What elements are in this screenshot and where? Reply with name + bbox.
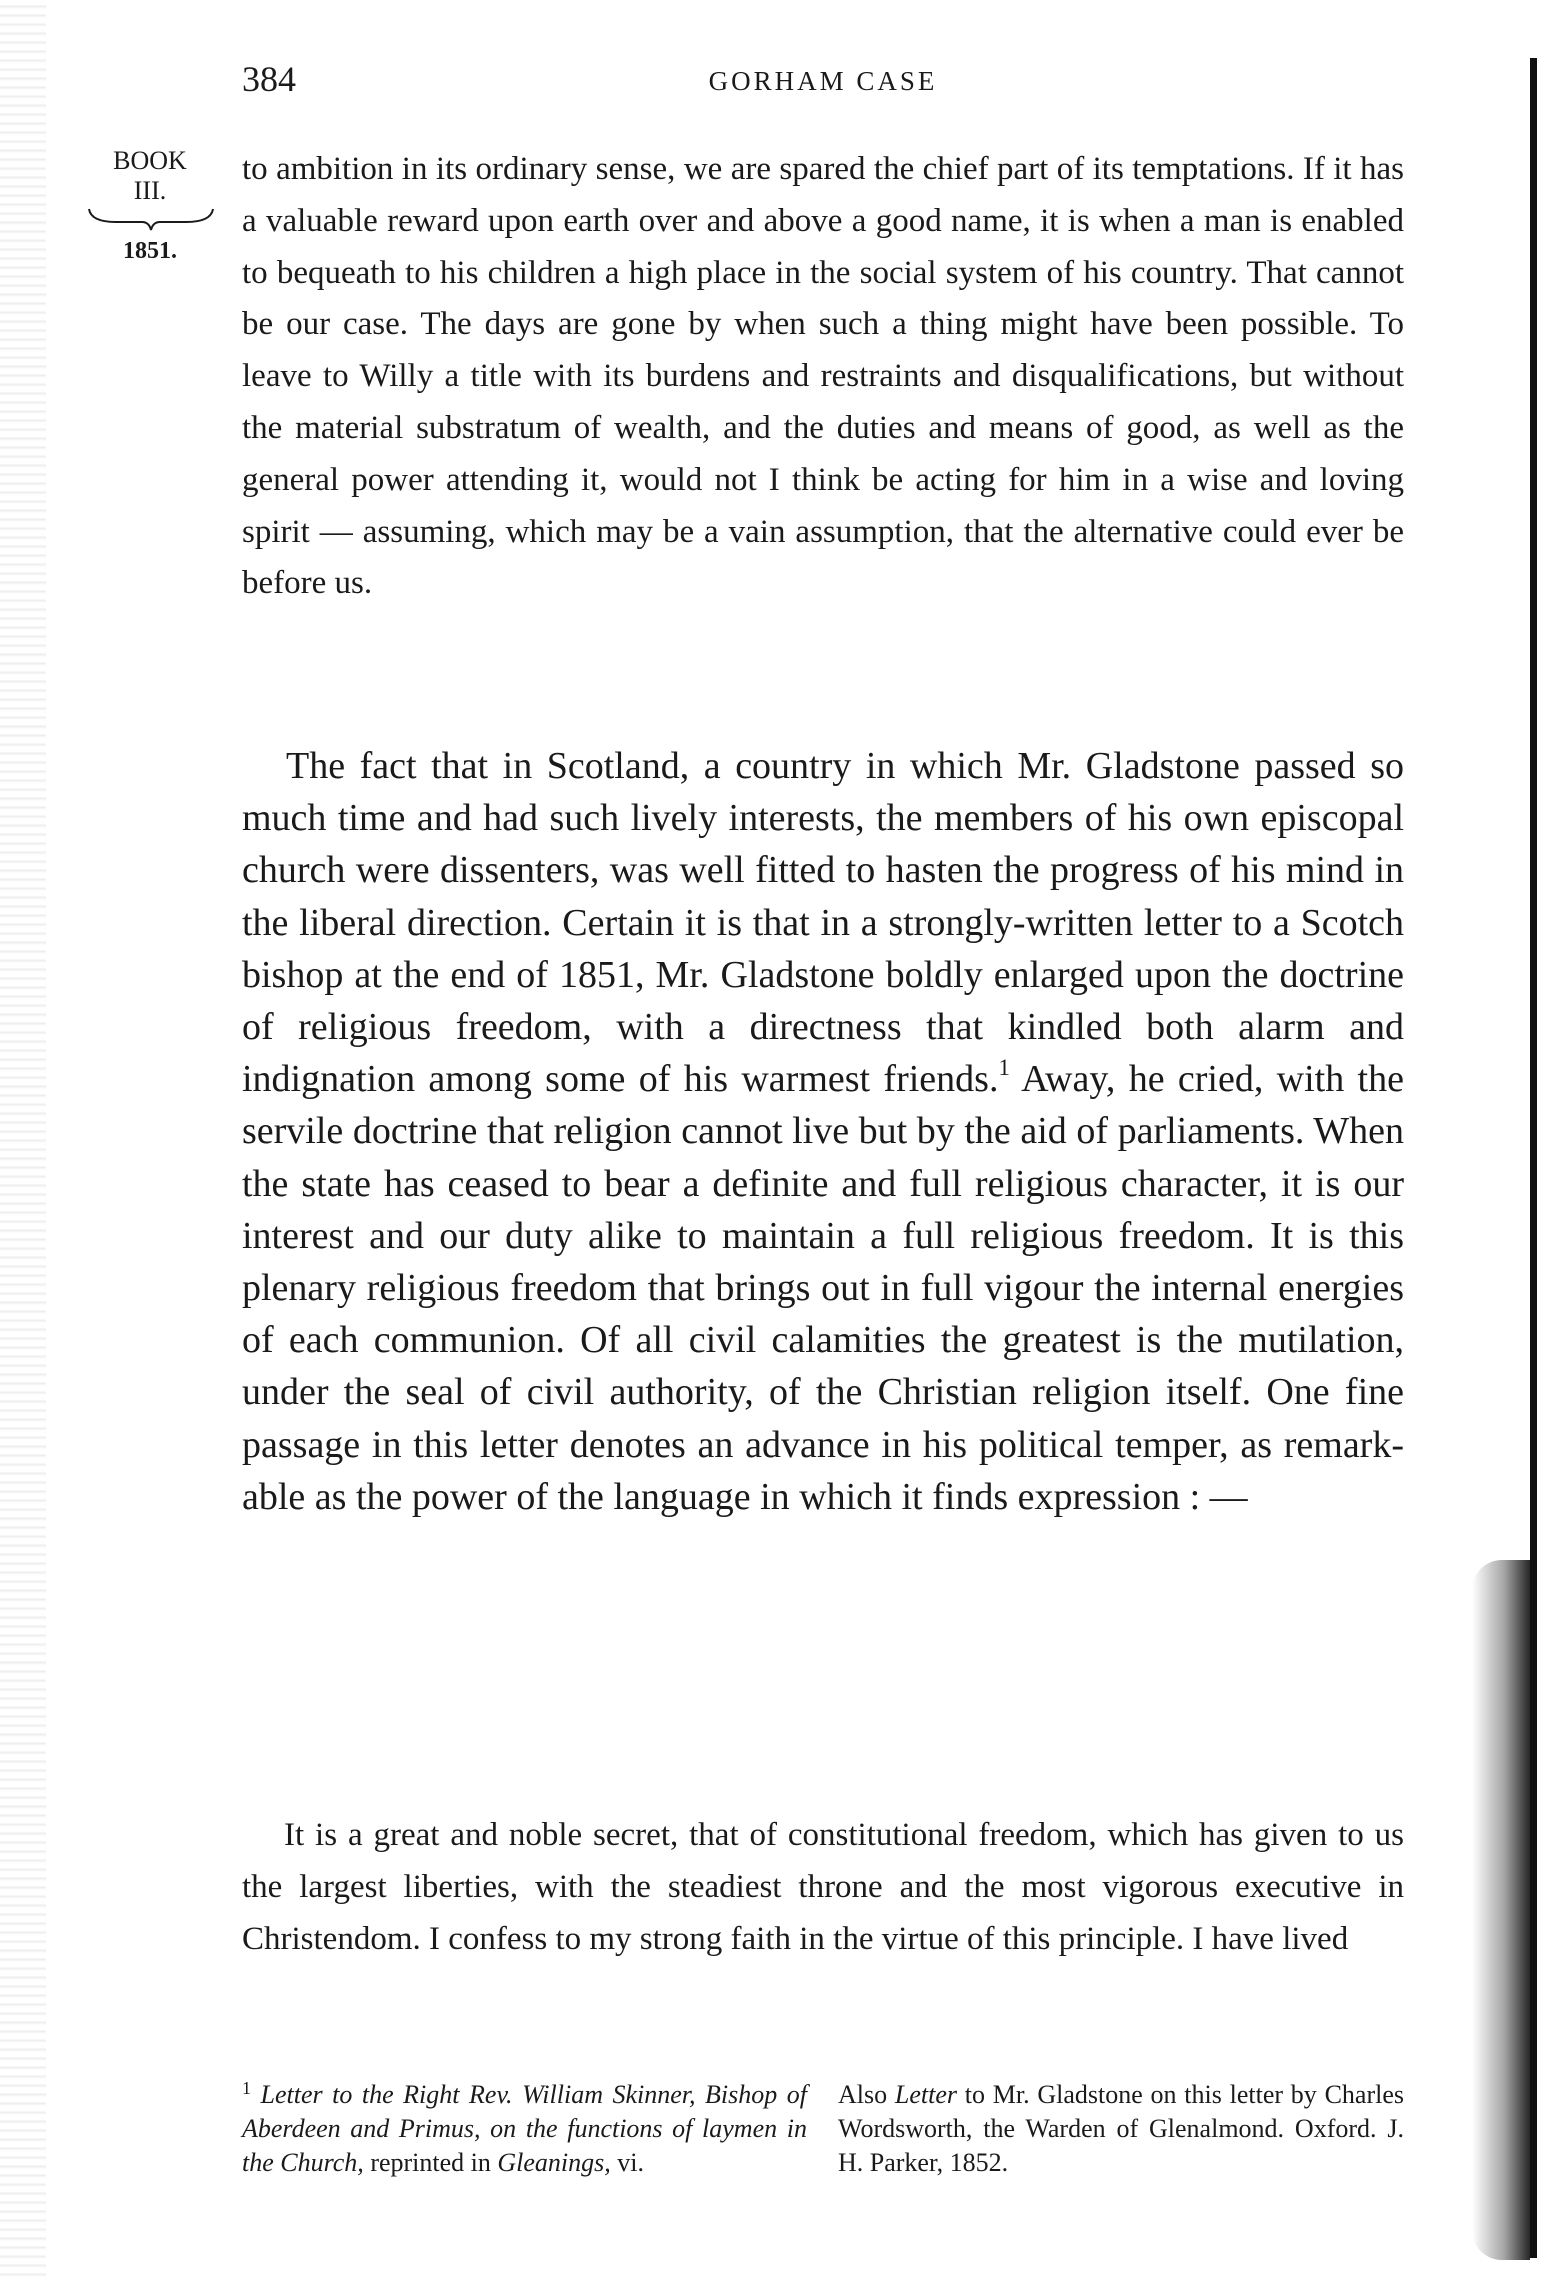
- footnote-gleanings: Gleanings,: [497, 2148, 611, 2177]
- block-quote: It is a great and noble secret, that of constitutional freedom, which has given to us the largest liberties, with the steadiest throne and the most vigorous executive in Christendom. I confess to my strong faith in the virtue of this principle. I have lived: [242, 1817, 1404, 1957]
- paragraph-scotland-text-1: The fact that in Scotland, a country in which Mr. Gladstone passed so much time and had such lively interests, the members of his own episcopal church were dissenters, was well fitted to hasten the progress of his mind in the liberal direction. Certain it is that in a strongly-written letter to a Scotch bishop at the end of 1851, Mr. Gladstone boldly enlarged upon the doctrine of religious freedom, with a directness that kindled both alarm and indignation among some of his warmest friends.: [242, 745, 1404, 1101]
- margin-book-label: BOOK: [113, 146, 187, 175]
- scanned-page-edge: [0, 0, 46, 2277]
- footnote-citation: to Mr. Gladstone on this letter by Charles Wordsworth, the Warden of Glenalmond. Oxford. J. H. Parker, 1852.: [838, 2080, 1404, 2177]
- footnote-right-column: [838, 2078, 1404, 2180]
- page-number: 384: [242, 59, 296, 99]
- footnote-reprinted: reprinted in: [363, 2148, 498, 2177]
- paragraph-letter-continuation: to ambition in its ordinary sense, we are spared the chief part of its temptations. If it has a valuable reward upon earth over and above a good name, it is when a man is enabled to bequeath to his children a high place in the social system of his country. That cannot be our case. The days are gone by when such a thing might have been possible. To leave to Willy a title with its burdens and restraints and disqualifications, but without the material substratum of wealth, and the duties and means of good, as well as the general power attending it, would not I think be acting for him in a wise and loving spirit — assuming, which may be a vain assumption, that the alternative could ever be before us.: [242, 151, 1404, 602]
- thumb-shadow: [1472, 1560, 1530, 2260]
- footnote-volume: vi.: [610, 2148, 645, 2177]
- margin-book-number: III.: [133, 176, 167, 205]
- paragraph-scotland: [242, 740, 1404, 1523]
- paragraph-scotland-text-2: Away, he cried, with the servile doctrine that religion cannot live but by the aid of parliaments. When the state has ceased to bear a definite and full religious character, it is our interest and our duty alike to maintain a full religious freedom. It is this plenary religious freedom that brings out in full vigour the internal energies of each communion. Of all civil calamities the greatest is the mutilation, under the seal of civil authority, of the Christian religion itself. One fine passage in this letter denotes an advance in his political temper, as remarkable as the power of the language in which it finds expression : —: [242, 1058, 1404, 1518]
- running-head: GORHAM CASE: [708, 66, 938, 96]
- footnote-letter-title: Letter to the Right Rev. William Skinner, Bishop of Aberdeen and Primus, on the functions of laymen in the Church,: [242, 2080, 808, 2177]
- margin-note: [86, 146, 214, 266]
- footnote-left-column: [242, 2078, 807, 2180]
- footnote-also: Also: [838, 2080, 895, 2109]
- margin-year: 1851.: [123, 238, 177, 264]
- brace-icon: [86, 206, 216, 232]
- page-header: [242, 58, 1404, 110]
- page-binding-shadow: [1530, 58, 1537, 2258]
- footnote-letter: Letter: [894, 2080, 957, 2109]
- footnote-mark: 1: [242, 2078, 251, 2098]
- footnote-reference: 1: [998, 1055, 1010, 1081]
